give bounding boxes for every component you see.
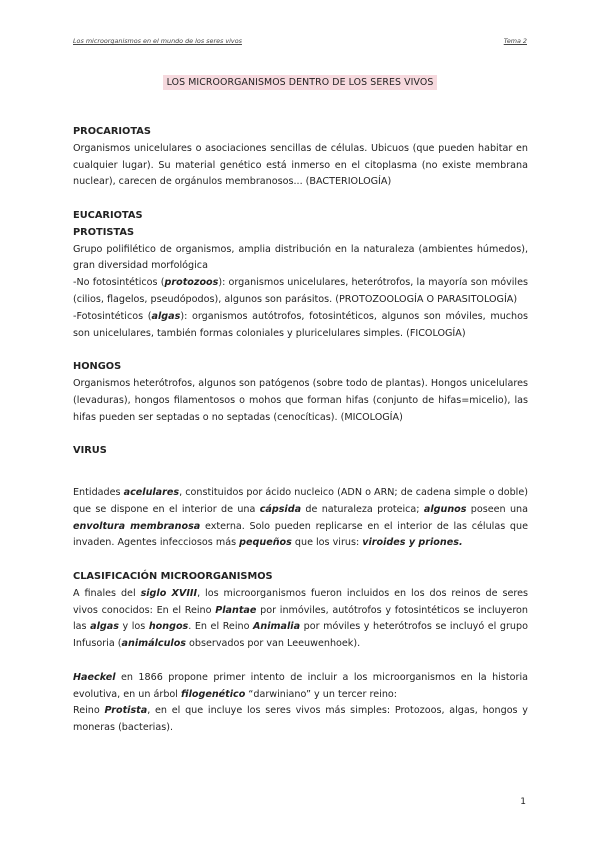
paragraph-protistas-intro: Grupo polifilético de organismos, amplia distribución en la naturaleza (ambientes húmedos), gran diversidad morfológica	[73, 243, 528, 272]
term-pequenos: pequeños	[239, 537, 292, 549]
document-body	[73, 124, 528, 737]
paragraph-virus: Entidades acelulares, constituidos por ácido nucleico (ADN o ARN; de cadena simple o doble) que se dispone en el interior de una cápsida de naturaleza proteica; algunos poseen una envoltura membranosa externa. Solo pueden replicarse en el interior de las células que invaden. Agentes infecciosos más pequeños que los virus: viroides y priones.	[73, 486, 528, 549]
heading-clasificacion: CLASIFICACIÓN MICROORGANISMOS	[73, 570, 273, 582]
term-algas-2: algas	[90, 621, 119, 633]
term-protista: Protista	[104, 705, 148, 717]
paragraph-hongos: Organismos heterótrofos, algunos son patógenos (sobre todo de plantas). Hongos unicelulares (levaduras), hongos filamentosos o mohos que forman hifas (conjunto de hifas=micelio), las hifas pueden ser septadas o no septadas (cenocíticas). (MICOLOGÍA)	[73, 377, 528, 423]
heading-protistas: PROTISTAS	[73, 226, 134, 238]
term-viroides: viroides y priones.	[362, 537, 463, 549]
term-siglo: siglo XVIII	[140, 587, 198, 599]
paragraph-protista: Reino Protista, en el que incluye los seres vivos más simples: Protozoos, algas, hongos y moneras (bacterias).	[73, 705, 528, 734]
heading-eucariotas: EUCARIOTAS	[73, 209, 143, 221]
paragraph-protozoos: -No fotosintéticos (protozoos): organismos unicelulares, heterótrofos, la mayoría son móviles (cilios, flagelos, pseudópodos), algunos son parásitos. (PROTOZOOLOGÍA O PARASITOLOGÍA)	[73, 277, 528, 305]
paragraph-clasificacion: A finales del siglo XVIII, los microorganismos fueron incluidos en los dos reinos de seres vivos conocidos: En el Reino Plantae por inmóviles, autótrofos y fotosintéticos se incluyeron las algas y los hongos. En el Reino Animalia por móviles y heterótrofos se incluyó el grupo Infusoria (animálculos observados por van Leeuwenhoek).	[73, 587, 528, 650]
term-animalculos: animálculos	[121, 638, 186, 650]
document-title: LOS MICROORGANISMOS DENTRO DE LOS SERES VIVOS	[163, 75, 438, 90]
heading-procariotas: PROCARIOTAS	[73, 126, 151, 137]
paragraph-haeckel: Haeckel en 1866 propone primer intento de incluir a los microorganismos en la historia evolutiva, en un árbol filogenético “darwiniano” y un tercer reino:	[73, 671, 528, 700]
term-capsida: cápsida	[259, 503, 302, 515]
page-header	[73, 37, 527, 45]
term-algas: algas	[151, 310, 181, 322]
header-topic-number: Tema 2	[503, 37, 527, 45]
title-container	[0, 70, 600, 90]
page-number: 1	[520, 797, 526, 807]
term-filogenetico: filogenético	[181, 688, 246, 700]
term-hongos: hongos	[148, 621, 189, 633]
heading-virus: VIRUS	[73, 445, 107, 457]
paragraph-procariotas: Organismos unicelulares o asociaciones sencillas de células. Ubicuos (que pueden habitar en cualquier lugar). Su material genético está inmerso en el citoplasma (no existe membrana nuclear), carecen de orgánulos membranosos... (BACTERIOLOGÍA)	[73, 142, 528, 188]
term-protozoos: protozoos	[164, 277, 219, 289]
term-plantae: Plantae	[215, 604, 257, 616]
term-animalia: Animalia	[253, 621, 301, 633]
paragraph-algas: -Fotosintéticos (algas): organismos autótrofos, fotosintéticos, algunos son móviles, muchos son unicelulares, también formas coloniales y pluricelulares simples. (FICOLOGÍA)	[73, 310, 528, 339]
term-algunos: algunos	[423, 503, 467, 515]
term-acelulares: acelulares	[123, 486, 180, 498]
header-course-title: Los microorganismos en el mundo de los seres vivos	[73, 37, 242, 45]
term-envoltura: envoltura membranosa	[73, 520, 201, 532]
term-haeckel: Haeckel	[73, 671, 116, 683]
heading-hongos: HONGOS	[73, 361, 122, 373]
